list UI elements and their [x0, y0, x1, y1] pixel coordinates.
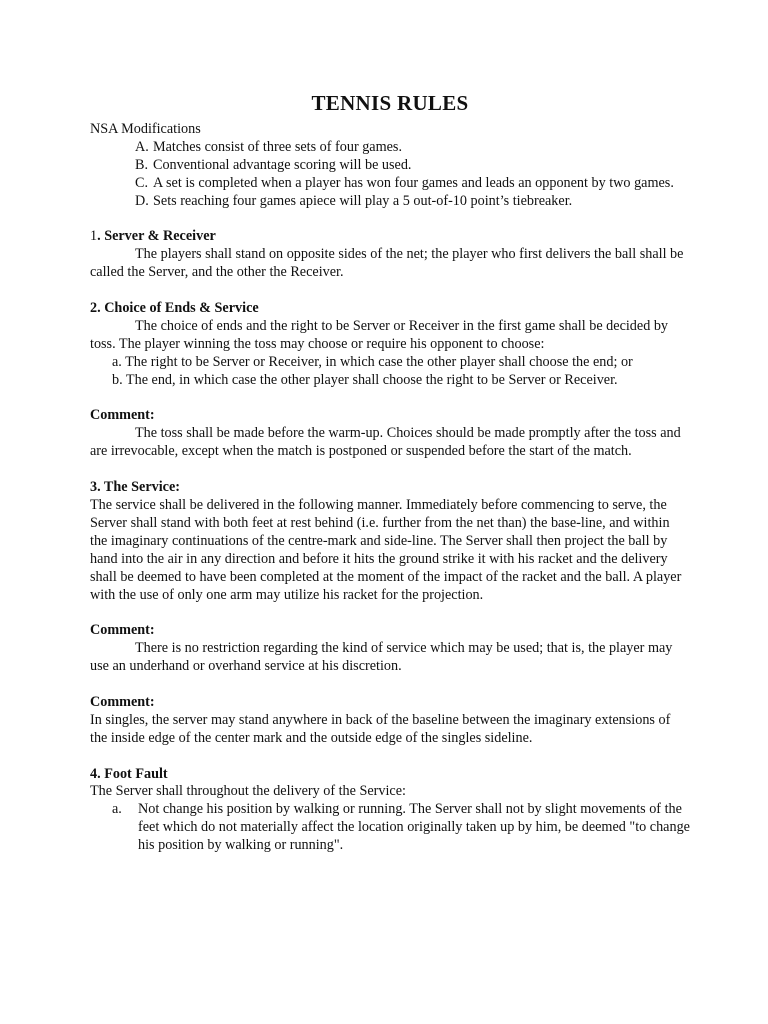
section-heading-choice: 2. Choice of Ends & Service [90, 300, 259, 317]
section-heading-service: 3. The Service: [90, 479, 180, 496]
nsa-item-a: A. Matches consist of three sets of four games. [135, 138, 403, 155]
nsa-item-d: D. Sets reaching four games apiece will play a 5 out-of-10 point’s tiebreaker. [135, 192, 573, 209]
section-body-choice: The choice of ends and the right to be Server or Receiver in the first game shall be decided by toss. The player winning the toss may choose or require his opponent to choose: [90, 317, 669, 352]
page-title: TENNIS RULES [311, 91, 469, 115]
comment-heading-2: Comment: [90, 622, 155, 639]
comment-body-2: There is no restriction regarding the kind of service which may be used; that is, the player may use an underhand or overhand service at his discretion. [90, 640, 673, 675]
comment-body-1: The toss shall be made before the warm-up. Choices should be made promptly after the toss and are irrevocable, except when the match is postponed or suspended before the start of the match. [90, 425, 681, 460]
section-heading-server-receiver: 1. Server & Receiver [90, 228, 216, 245]
choice-item-b: b. The end, in which case the other player shall choose the right to be Server or Receiver. [112, 371, 618, 388]
comment-heading-1: Comment: [90, 407, 155, 424]
nsa-item-c: C. A set is completed when a player has won four games and leads an opponent by two games. [135, 174, 674, 191]
foot-fault-item-a: a. Not change his position by walking or running. The Server shall not by slight movements of the feet which do not materially affect the location originally taken up by him, be deemed "to change his position by walking or running". [112, 801, 690, 854]
nsa-list [90, 139, 690, 211]
nsa-heading: NSA Modifications [90, 121, 201, 137]
nsa-item-b: B. Conventional advantage scoring will be used. [135, 156, 412, 173]
document-page [90, 90, 690, 855]
section-body-server-receiver: The players shall stand on opposite sides of the net; the player who first delivers the ball shall be called the Server, and the other the Receiver. [90, 246, 684, 281]
comment-heading-3: Comment: [90, 693, 155, 710]
section-heading-foot-fault: 4. Foot Fault [90, 765, 168, 782]
section-intro-foot-fault: The Server shall throughout the delivery of the Service: [90, 783, 406, 800]
comment-body-3: In singles, the server may stand anywhere in back of the baseline between the imaginary extensions of the inside edge of the center mark and the outside edge of the singles sideline. [90, 711, 671, 746]
section-body-service: The service shall be delivered in the following manner. Immediately before commencing to serve, the Server shall stand with both feet at rest behind (i.e. further from the net than) the base-line, and within the imaginary continuations of the centre-mark and side-line. The Server shall then project the ball by hand into the air in any direction and before it hits the ground strike it with his racket and the delivery shall be deemed to have been completed at the moment of the impact of the racket and the ball. A player with the use of only one arm may utilize his racket for the projection. [90, 496, 682, 603]
choice-item-a: a. The right to be Server or Receiver, in which case the other player shall choose the end; or [112, 353, 633, 370]
